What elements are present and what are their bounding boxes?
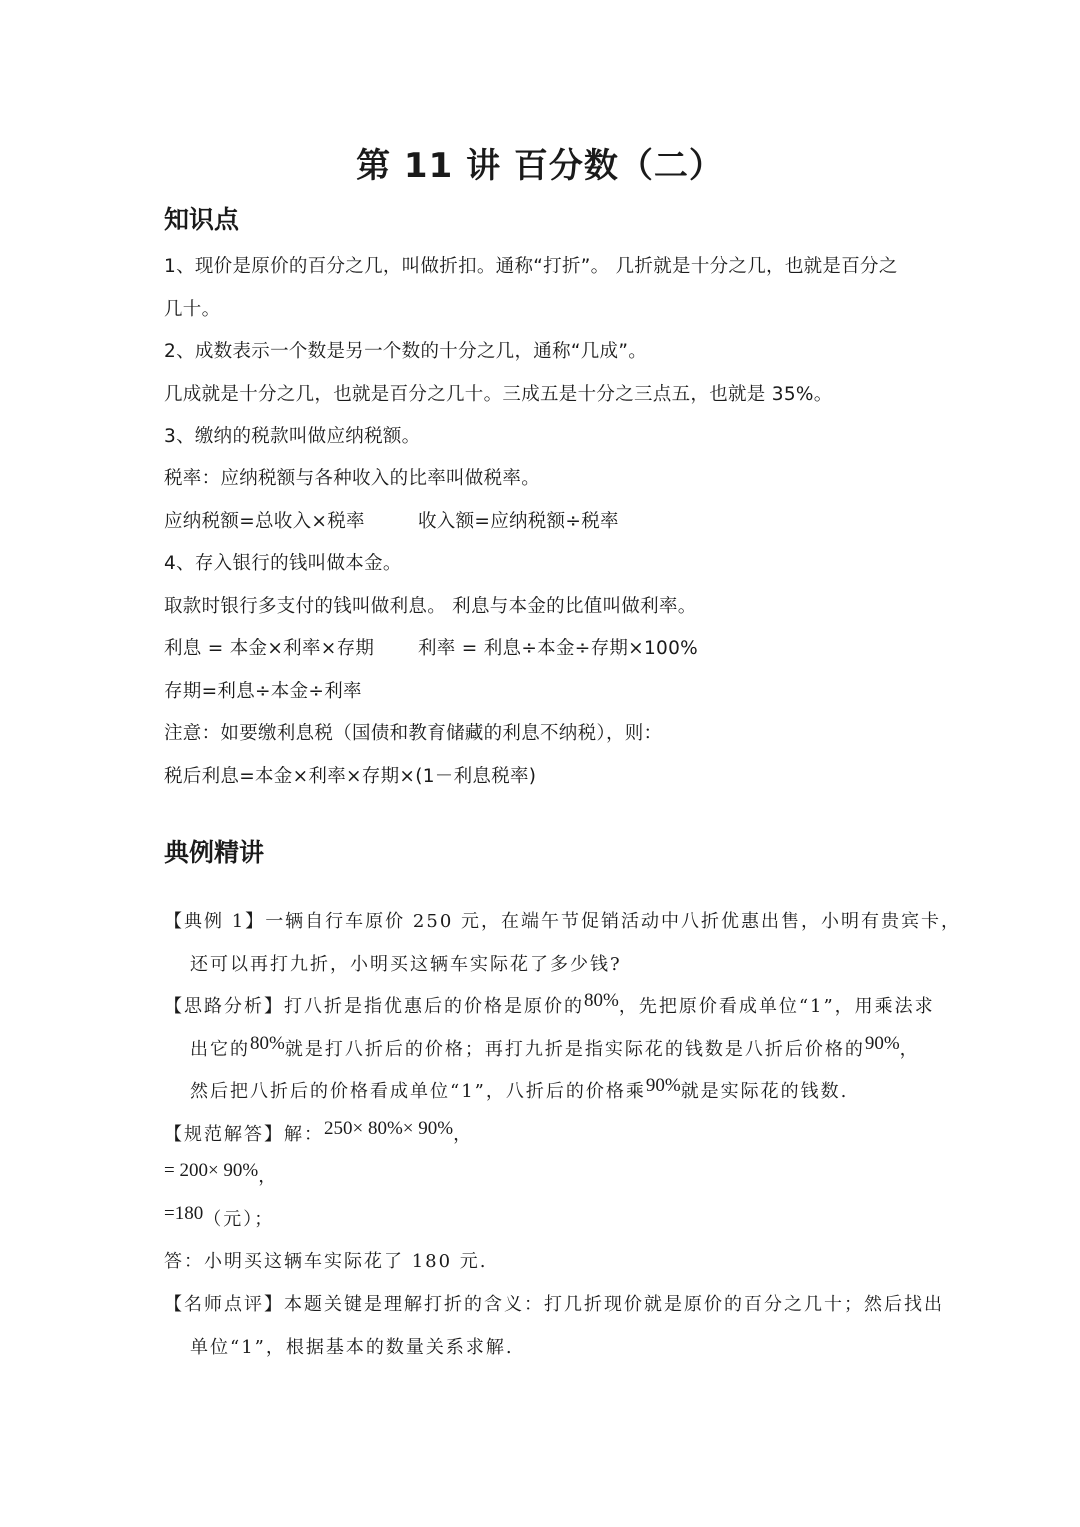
comment-line-1 [164,1290,944,1316]
solution-text: （元）； [203,1209,275,1230]
comment-tag: 【名师点评】 [164,1294,284,1315]
solution-step-2 [164,1162,278,1188]
comment-text: 本题关键是理解打折的含义：打几折现价就是原价的百分之几十；然后找出 [284,1294,944,1315]
solution-text: ， [453,1124,474,1145]
formula-tax-amount: 应纳税额=总收入×税率 [164,511,365,532]
solution-expression: = 200× 90% [164,1160,259,1181]
knowledge-line: 4、存入银行的钱叫做本金。 [164,553,402,574]
analysis-line-3 [190,1077,848,1103]
comment-line-2: 单位“1”，根据基本的数量关系求解. [190,1337,514,1358]
knowledge-line: 2、成数表示一个数是另一个数的十分之几，通称“几成”。 [164,341,648,362]
answer-line: 答：小明买这辆车实际花了 180 元. [164,1251,488,1272]
solution-line-1 [164,1120,473,1146]
math-80-percent: 80% [250,1033,285,1054]
solution-step-3 [164,1205,274,1231]
formula-interest: 利息 = 本金×利率×存期 [164,638,375,659]
section-heading-examples: 典例精讲 [164,838,265,867]
analysis-text: ，先把原价看成单位“1”，用乘法求 [618,996,935,1017]
analysis-line-1 [164,992,935,1018]
formula-row-tax [164,507,619,533]
math-90-percent: 90% [645,1075,681,1096]
example-1-line-1 [164,907,961,933]
page-title: 第 11 讲 百分数（二） [356,146,724,186]
knowledge-line: 3、缴纳的税款叫做应纳税额。 [164,426,421,447]
section-heading-knowledge: 知识点 [164,205,240,234]
analysis-text: 就是实际花的钱数. [680,1081,849,1102]
knowledge-line: 税率：应纳税额与各种收入的比率叫做税率。 [164,468,541,489]
example-1-tag: 【典例 1】 [164,911,266,932]
knowledge-line: 几成就是十分之几，也就是百分之几十。三成五是十分之三点五，也就是 35%。 [164,384,833,405]
math-90-percent: 90% [864,1033,900,1054]
formula-interest-rate: 利率 = 利息÷本金÷存期×100% [418,638,699,659]
knowledge-line: 税后利息=本金×利率×存期×(1－利息税率) [164,766,537,787]
analysis-text: 就是打八折后的价格；再打九折是指实际花的钱数是八折后价格的 [284,1039,865,1060]
solution-tag: 【规范解答】 [164,1124,284,1145]
knowledge-line: 注意：如要缴利息税（国债和教育储藏的利息不纳税），则： [164,723,663,744]
analysis-tag: 【思路分析】 [164,996,284,1017]
formula-income: 收入额=应纳税额÷税率 [418,511,619,532]
analysis-text: 打八折是指优惠后的价格是原价的 [284,996,584,1017]
formula-row-interest [164,634,698,660]
knowledge-line: 几十。 [164,299,221,320]
math-80-percent: 80% [584,990,619,1011]
solution-expression: =180 [164,1203,204,1224]
example-1-text: 一辆自行车原价 250 元，在端午节促销活动中八折优惠出售，小明有贵宾卡， [265,911,961,932]
example-1-line-2: 还可以再打九折，小明买这辆车实际花了多少钱? [190,954,622,975]
analysis-text: 出它的 [190,1039,250,1060]
knowledge-line: 存期=利息÷本金÷利率 [164,681,362,702]
solution-text: 解： [284,1124,324,1145]
knowledge-line: 1、现价是原价的百分之几，叫做折扣。通称“打折”。 几折就是十分之几，也就是百分之 [164,256,898,277]
knowledge-line: 取款时银行多支付的钱叫做利息。 利息与本金的比值叫做利率。 [164,596,697,617]
analysis-text: ， [899,1039,920,1060]
analysis-line-2 [190,1035,920,1061]
analysis-text: 然后把八折后的价格看成单位“1”，八折后的价格乘 [190,1081,646,1102]
solution-text: ， [258,1166,279,1187]
solution-expression: 250× 80%× 90% [324,1118,454,1139]
